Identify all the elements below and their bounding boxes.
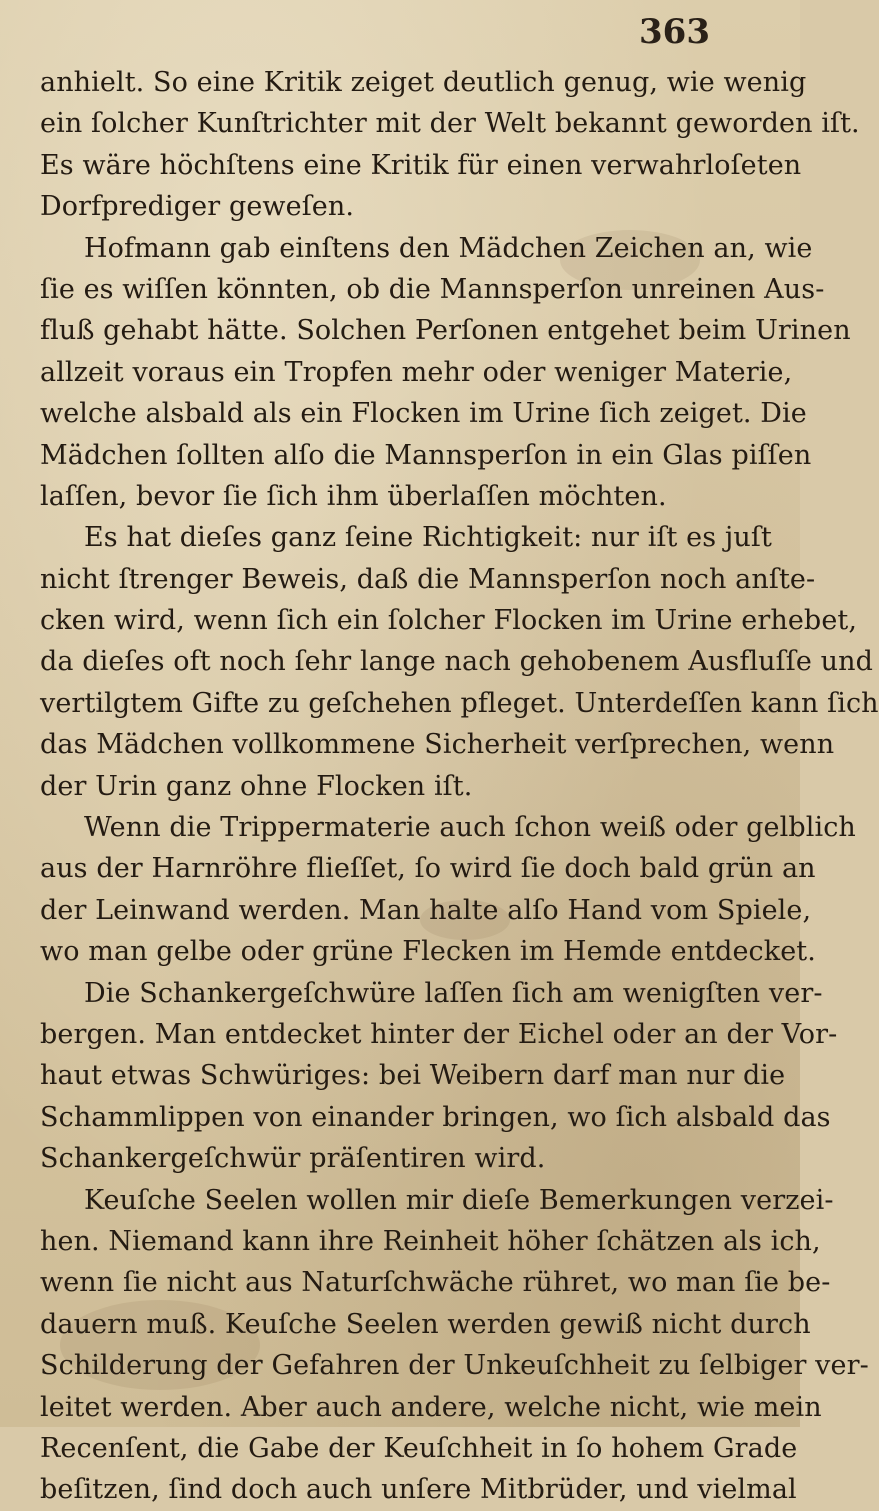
text-line: cken wird, wenn ſich ein ſolcher Flocken im Urine erhebet, — [40, 605, 858, 637]
page-number: 363 — [639, 12, 710, 52]
text-line: Recenſent, die Gabe der Keuſchheit in ſo hohem Grade — [40, 1432, 798, 1464]
text-line: das Mädchen vollkommene Sicherheit verſprechen, wenn — [40, 729, 835, 761]
text-line: Keuſche Seelen wollen mir dieſe Bemerkungen verzei- — [84, 1184, 834, 1216]
text-line: Schilderung der Gefahren der Unkeuſchheit zu ſelbiger ver- — [40, 1350, 869, 1382]
text-line: dauern muß. Keuſche Seelen werden gewiß nicht durch — [40, 1308, 811, 1340]
text-line: der Urin ganz ohne Flocken iſt. — [40, 770, 473, 802]
text-line: Hofmann gab einſtens den Mädchen Zeichen an, wie — [84, 232, 813, 264]
text-line: Die Schankergeſchwüre laſſen ſich am wenigſten ver- — [84, 977, 823, 1009]
text-line: Wenn die Trippermaterie auch ſchon weiß oder gelblich — [84, 812, 856, 844]
text-line: wo man gelbe oder grüne Flecken im Hemde entdecket. — [40, 936, 816, 968]
text-line: nicht ſtrenger Beweis, daß die Mannsperſon noch anſte- — [40, 563, 816, 595]
text-line: da dieſes oft noch ſehr lange nach gehobenem Ausfluſſe und — [40, 646, 873, 678]
text-line: bergen. Man entdecket hinter der Eichel oder an der Vor- — [40, 1018, 838, 1050]
text-line: Dorfprediger geweſen. — [40, 191, 355, 223]
text-line: beſitzen, ſind doch auch unſere Mitbrüder, und vielmal — [40, 1474, 797, 1506]
text-line: hen. Niemand kann ihre Reinheit höher ſchätzen als ich, — [40, 1225, 821, 1257]
text-line: Schankergeſchwür präſentiren wird. — [40, 1143, 546, 1175]
body-text — [40, 62, 879, 1511]
text-line: vertilgtem Gifte zu geſchehen pfleget. Unterdeſſen kann ſich — [40, 687, 879, 719]
text-line: allzeit voraus ein Tropfen mehr oder weniger Materie, — [40, 356, 793, 388]
text-line: der Leinwand werden. Man halte alſo Hand vom Spiele, — [40, 894, 812, 926]
text-line: laſſen, bevor ſie ſich ihm überlaſſen möchten. — [40, 480, 667, 512]
text-line: Mädchen ſollten alſo die Mannsperſon in ein Glas piſſen — [40, 439, 812, 471]
text-line: Es hat dieſes ganz ſeine Richtigkeit: nur iſt es juſt — [84, 522, 772, 554]
text-line: leitet werden. Aber auch andere, welche nicht, wie mein — [40, 1391, 822, 1423]
text-line: aus der Harnröhre flieſſet, ſo wird ſie doch bald grün an — [40, 853, 816, 885]
text-line: Schammlippen von einander bringen, wo ſich alsbald das — [40, 1101, 831, 1133]
text-line: Es wäre höchſtens eine Kritik für einen verwahrloſeten — [40, 149, 802, 181]
text-line: wenn ſie nicht aus Naturſchwäche rühret, wo man ſie be- — [40, 1267, 831, 1299]
text-line: anhielt. So eine Kritik zeiget deutlich genug, wie wenig — [40, 67, 807, 98]
text-line: welche alsbald als ein Flocken im Urine ſich zeiget. Die — [40, 398, 807, 430]
text-line: haut etwas Schwüriges: bei Weibern darf man nur die — [40, 1060, 786, 1092]
text-line: ein ſolcher Kunſtrichter mit der Welt bekannt geworden iſt. — [40, 108, 860, 140]
text-line: fluß gehabt hätte. Solchen Perſonen entgehet beim Urinen — [40, 315, 851, 347]
text-line: ſie es wiſſen könnten, ob die Mannsperſon unreinen Aus- — [40, 273, 825, 305]
